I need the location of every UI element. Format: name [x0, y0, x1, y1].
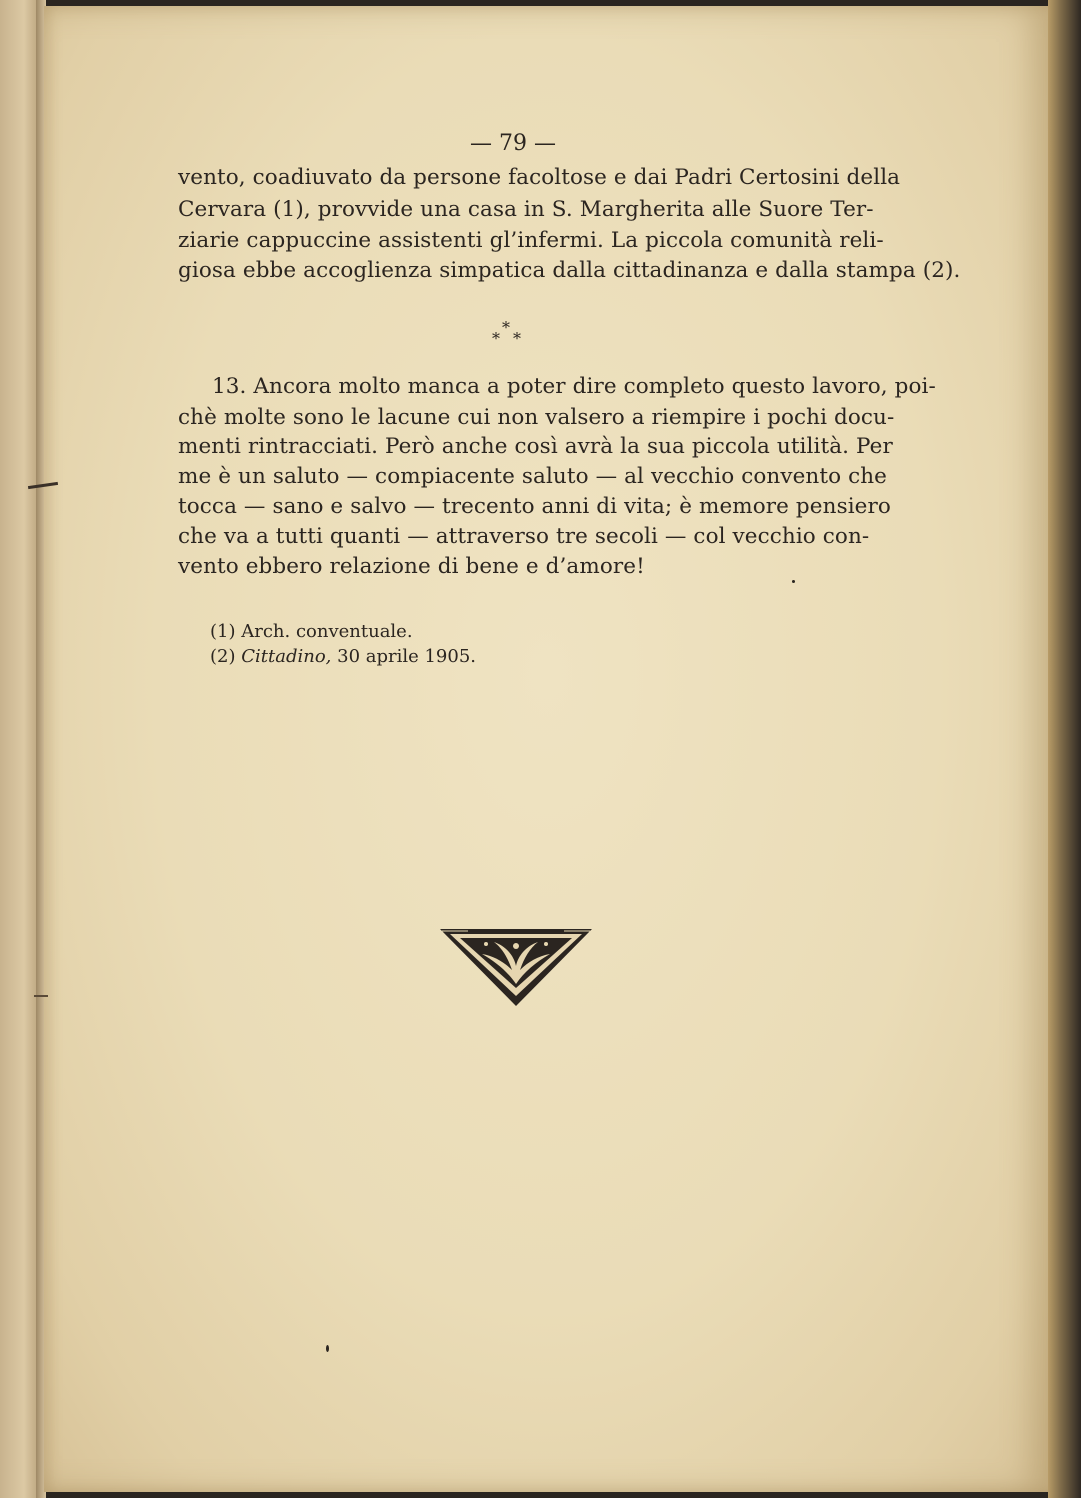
text-line: 13. Ancora molto manca a poter dire completo questo lavoro, poi-	[212, 374, 936, 399]
asterism-star: *	[502, 318, 510, 337]
previous-page-edge	[0, 0, 40, 1498]
text-line: ziarie cappuccine assistenti gl’infermi. La piccola comunità reli-	[178, 228, 884, 253]
footnote-2-title: Cittadino,	[241, 646, 332, 667]
paper-spot	[326, 1345, 329, 1352]
text-line: vento, coadiuvato da persone facoltose e dai Padri Certosini della	[178, 165, 901, 190]
paper-spot	[792, 580, 795, 583]
asterism-star: *	[492, 329, 500, 348]
page-number: — 79 —	[470, 131, 556, 156]
text-line: tocca — sano e salvo — trecento anni di vita; è memore pensiero	[178, 494, 891, 519]
margin-mark	[34, 995, 48, 997]
text-line: me è un saluto — compiacente saluto — al vecchio convento che	[178, 464, 887, 489]
text-line: giosa ebbe accoglienza simpatica dalla cittadinanza e dalla stampa (2).	[178, 258, 961, 283]
text-line: vento ebbero relazione di bene e d’amore!	[178, 554, 645, 579]
text-line: chè molte sono le lacune cui non valsero a riempire i pochi docu-	[178, 405, 895, 430]
floral-tailpiece-icon	[438, 926, 594, 1008]
asterism-star: *	[513, 329, 521, 348]
footnote-1: (1) Arch. conventuale.	[210, 621, 413, 642]
text-line: che va a tutti quanti — attraverso tre secoli — col vecchio con-	[178, 524, 870, 549]
page-edge-shadow	[1048, 0, 1081, 1498]
text-line: Cervara (1), provvide una casa in S. Margherita alle Suore Ter-	[178, 197, 874, 222]
footnote-2	[210, 646, 476, 667]
text-line: menti rintracciati. Però anche così avrà la sua piccola utilità. Per	[178, 434, 893, 459]
footnote-2-date: 30 aprile 1905.	[331, 646, 477, 667]
asterism-divider	[488, 318, 528, 348]
footnote-2-marker: (2)	[210, 646, 242, 667]
